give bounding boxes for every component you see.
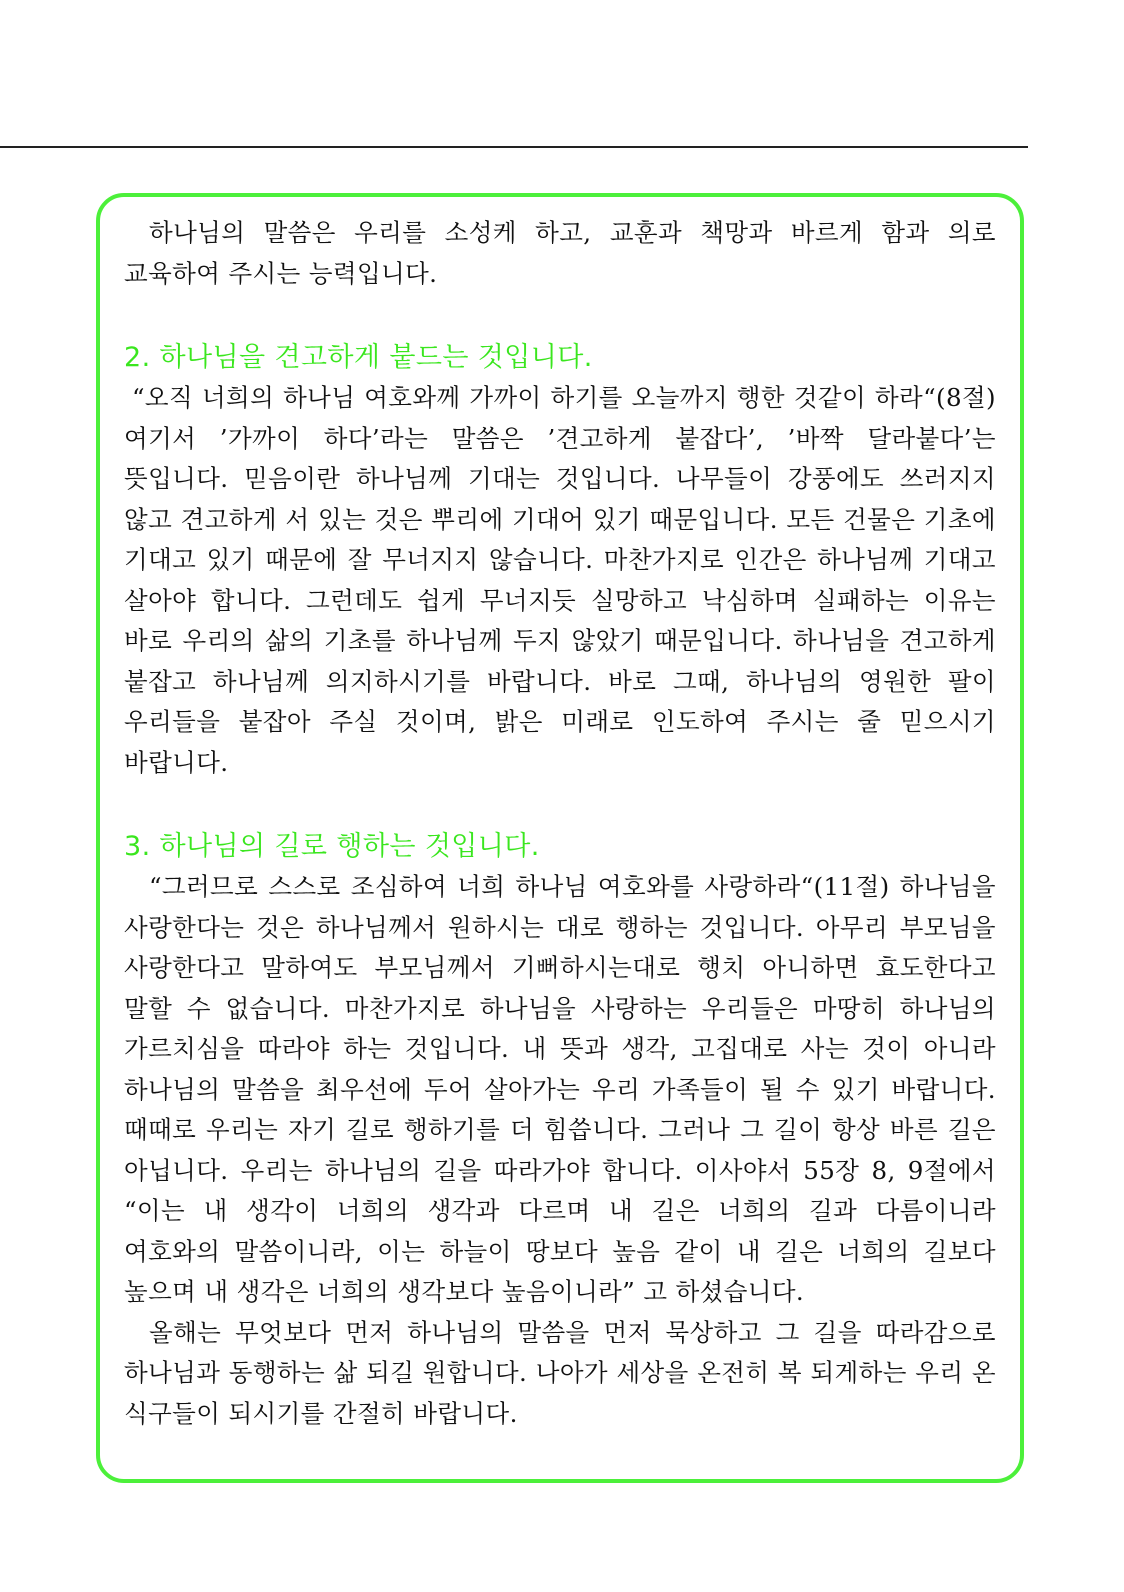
intro-paragraph: 하나님의 말씀은 우리를 소성케 하고, 교훈과 책망과 바르게 함과 의로 교육하여 주시는 능력입니다. bbox=[124, 218, 996, 288]
section-spacer bbox=[124, 783, 996, 827]
section-2-heading: 2. 하나님을 견고하게 붙드는 것입니다. bbox=[124, 342, 593, 373]
section-3-paragraph: “그러므로 스스로 조심하여 너희 하나님 여호와를 사랑하라“(11절) 하나님을 사랑한다는 것은 하나님께서 원하시는 대로 행하는 것입니다. 아무리 부모님을 사랑한다고 말하여도 부모님께서 기뻐하시는대로 행치 아니하면 효도한다고 말할 수 없습니다. 마찬가지로 하나님을 사랑하는 우리들은 마땅히 하나님의 가르치심을 따라야 하는 것입니다. 내 뜻과 생각, 고집대로 사는 것이 아니라 하나님의 말씀을 최우선에 두어 살아가는 우리 가족들이 될 수 있기 바랍니다. 때때로 우리는 자기 길로 행하기를 더 힘씁니다. 그러나 그 길이 항상 바른 길은 아닙니다. 우리는 하나님의 길을 따라가야 합니다. 이사야서 55장 8, 9절에서 “이는 내 생각이 너희의 생각과 다르며 내 길은 너희의 길과 다름이니라 여호와의 말씀이니라, 이는 하늘이 땅보다 높음 같이 내 길은 너희의 길보다 높으며 내 생각은 너희의 생각보다 높음이니라” 고 하셨습니다. bbox=[124, 872, 996, 1306]
header-rule bbox=[0, 146, 1028, 148]
section-3-heading: 3. 하나님의 길로 행하는 것입니다. bbox=[124, 831, 540, 862]
section-spacer bbox=[124, 294, 996, 338]
closing-paragraph: 올해는 무엇보다 먼저 하나님의 말씀을 먼저 묵상하고 그 길을 따라감으로 하나님과 동행하는 삶 되길 원합니다. 나아가 세상을 온전히 복 되게하는 우리 온 식구들이 되시기를 간절히 바랍니다. bbox=[124, 1317, 996, 1428]
section-2-paragraph: “오직 너희의 하나님 여호와께 가까이 하기를 오늘까지 행한 것같이 하라“(8절) 여기서 ’가까이 하다’라는 말씀은 ’견고하게 붙잡다’, ’바짝 달라붙다’는 뜻입니다. 믿음이란 하나님께 기대는 것입니다. 나무들이 강풍에도 쓰러지지 않고 견고하게 서 있는 것은 뿌리에 기대어 있기 때문입니다. 모든 건물은 기초에 기대고 있기 때문에 잘 무너지지 않습니다. 마찬가지로 인간은 하나님께 기대고 살아야 합니다. 그런데도 쉽게 무너지듯 실망하고 낙심하며 실패하는 이유는 바로 우리의 삶의 기초를 하나님께 두지 않았기 때문입니다. 하나님을 견고하게 붙잡고 하나님께 의지하시기를 바랍니다. 바로 그때, 하나님의 영원한 팔이 우리들을 붙잡아 주실 것이며, 밝은 미래로 인도하여 주시는 줄 믿으시기 바랍니다. bbox=[124, 383, 996, 777]
green-content-box bbox=[96, 193, 1024, 1483]
